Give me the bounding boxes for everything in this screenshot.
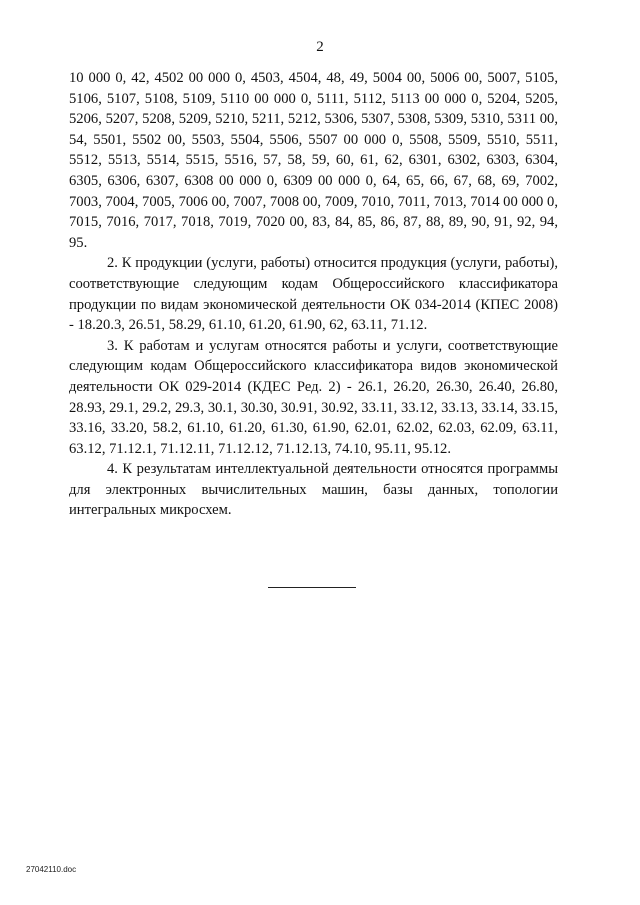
paragraph-2-products: 2. К продукции (услуги, работы) относится продукция (услуги, работы), соответствующие следующим кодам Общероссийского классификатора продукции по видам экономической деятельности ОК 034-2014 (КПЕС 2008) - 18.20.3, 26.51, 58.29, 61.10, 61.20, 61.90, 62, 63.11, 71.12. (69, 255, 558, 334)
page-number: 2 (316, 39, 324, 55)
end-divider-line (268, 587, 356, 588)
paragraph-4-intellectual-results: 4. К результатам интеллектуальной деятельности относятся программы для электронных вычислительных машин, базы данных, топологии интегральных микросхем. (69, 461, 558, 519)
paragraph-codes-continuation: 10 000 0, 42, 4502 00 000 0, 4503, 4504, 48, 49, 5004 00, 5006 00, 5007, 5105, 5106, 5107, 5108, 5109, 5110 00 000 0, 5111, 5112, 5113 00 000 0, 5204, 5205, 5206, 5207, 5208, 5209, 5210, 5211, 5212, 5306, 5307, 5308, 5309, 5310, 5311 00, 54, 5501, 5502 00, 5503, 5504, 5506, 5507 00 000 0, 5508, 5509, 5510, 5511, 5512, 5513, 5514, 5515, 5516, 57, 58, 59, 60, 61, 62, 6301, 6302, 6303, 6304, 6305, 6306, 6307, 6308 00 000 0, 6309 00 000 0, 64, 65, 66, 67, 68, 69, 7002, 7003, 7004, 7005, 7006 00, 7007, 7008 00, 7009, 7010, 7011, 7013, 7014 00 000 0, 7015, 7016, 7017, 7018, 7019, 7020 00, 83, 84, 85, 86, 87, 88, 89, 90, 91, 92, 94, 95. (69, 70, 558, 251)
document-body (69, 68, 558, 521)
document-file-code: 27042110.doc (26, 865, 77, 874)
paragraph-3-works-services: 3. К работам и услугам относятся работы и услуги, соответствующие следующим кодам Общероссийского классификатора видов экономической деятельности ОК 029-2014 (КДЕС Ред. 2) - 26.1, 26.20, 26.30, 26.40, 26.80, 28.93, 29.1, 29.2, 29.3, 30.1, 30.30, 30.91, 30.92, 33.11, 33.12, 33.13, 33.14, 33.15, 33.16, 33.20, 58.2, 61.10, 61.20, 61.30, 61.90, 62.01, 62.02, 62.03, 62.09, 63.11, 63.12, 71.12.1, 71.12.11, 71.12.12, 71.12.13, 74.10, 95.11, 95.12. (69, 337, 558, 457)
